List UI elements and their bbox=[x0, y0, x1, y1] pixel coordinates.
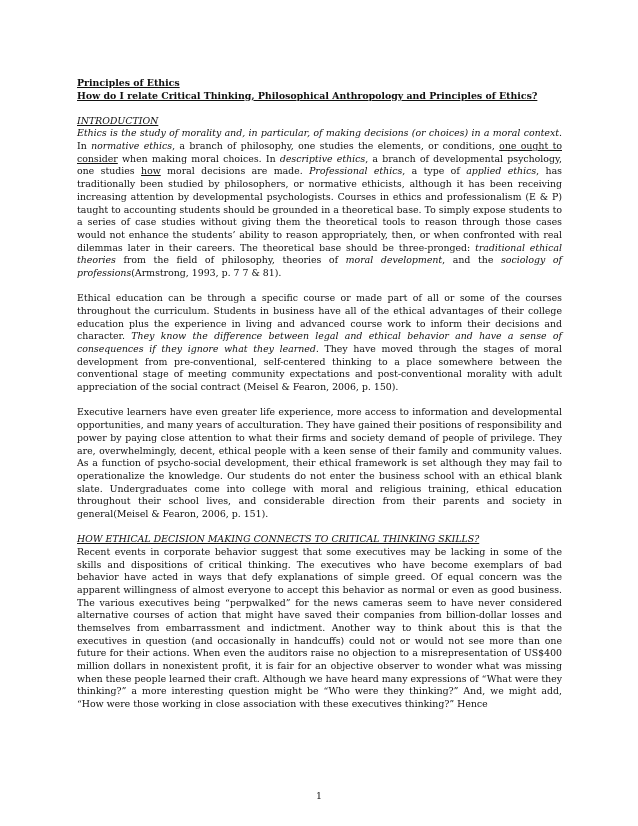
document-title: Principles of Ethics bbox=[77, 78, 180, 89]
page-body bbox=[77, 78, 562, 725]
ethics-definition: Ethics is the study of morality and, in particular, of making decisions (or choices) in a moral context bbox=[77, 128, 560, 140]
document-question: How do I relate Critical Thinking, Philosophical Anthropology and Principles of Ethics? bbox=[77, 90, 538, 102]
introduction-heading: INTRODUCTION bbox=[77, 115, 159, 127]
critical-thinking-paragraph-1: Recent events in corporate behavior suggest that some executives may be lacking in some of the skills and dispositions of critical thinking. The executives who have become exemplars of bad behavior have acted in ways that defy explanations of simple greed. Of equal concern was the apparent willingness of almost everyone to accept this behavior as normal or even as good business. The various executives being “perpwalked” for the news cameras seem to have never considered alternative courses of action that might have saved their companies from billion-dollar losses and themselves from embarrassment and indictment. Another way to think about this is that the executives in question (and occasionally in handcuffs) could not or would not see more than one future for their actions. When even the auditors raise no objection to a misrepresentation of US$400 million dollars in nonexistent profit, it is fair for an objective observer to wonder what was missing when these people learned their craft. Although we have heard many expressions of “What were they thinking?” a more interesting question might be “Who were they thinking?” And, we might add, “How were those working in close association with these executives thinking?” Hence bbox=[77, 546, 562, 711]
introduction-paragraph-2: Ethical education can be through a specific course or made part of all or some of the courses throughout the curriculum. Students in business have all of the ethical advantages of their college education plus the experience in living and advanced course work to inform their decisions and character. They know the difference between legal and ethical behavior and have a sense of consequences if they ignore what they learned. They have moved through the stages of moral development from pre-conventional, self-centered thinking to a place somewhere between the conventional stage of meeting community expectations and post-conventional morality with adult appreciation of the social contract (Meisel & Fearon, 2006, p. 150). bbox=[77, 293, 562, 394]
introduction-paragraph-3: Executive learners have even greater life experience, more access to information and developmental opportunities, and many years of acculturation. They have gained their positions of responsibility and power by paying close attention to what their firms and society demand of people of privilege. They are, overwhelmingly, decent, ethical people with a keen sense of their family and community values. As a function of psycho-social development, their ethical framework is set although they may fail to operationalize the knowledge. Our students do not enter the business school with an ethical blank slate. Undergraduates come into college with moral and religious training, ethical education throughout their school lives, and considerable direction from their parents and society in general(Meisel & Fearon, 2006, p. 151). bbox=[77, 407, 562, 520]
introduction-paragraph-1: Ethics is the study of morality and, in particular, of making decisions (or choices) in a moral context. In normative ethics, a branch of philosophy, one studies the elements, or conditions, one ought to consider when making moral choices. In descriptive ethics, a branch of developmental psychology, one studies how moral decisions are made. Professional ethics, a type of applied ethics, has traditionally been studied by philosophers, or normative ethicists, although it has been receiving increasing attention by developmental psychologists. Courses in ethics and professionalism (E & P) taught to accounting students should be grounded in a theoretical base. To simply expose students to a series of case studies without giving them the theoretical tools to reason through those cases would not enhance the students’ ability to reason appropriately, then, or when confronted with real dilemmas later in their careers. The theoretical base should be three-pronged: traditional ethical theories from the field of philosophy, theories of moral development, and the sociology of professions(Armstrong, 1993, p. 7 7 & 81). bbox=[77, 128, 563, 279]
spacer bbox=[77, 103, 562, 116]
page-number: 1 bbox=[316, 791, 322, 802]
critical-thinking-heading: HOW ETHICAL DECISION MAKING CONNECTS TO CRITICAL THINKING SKILLS? bbox=[77, 534, 480, 546]
